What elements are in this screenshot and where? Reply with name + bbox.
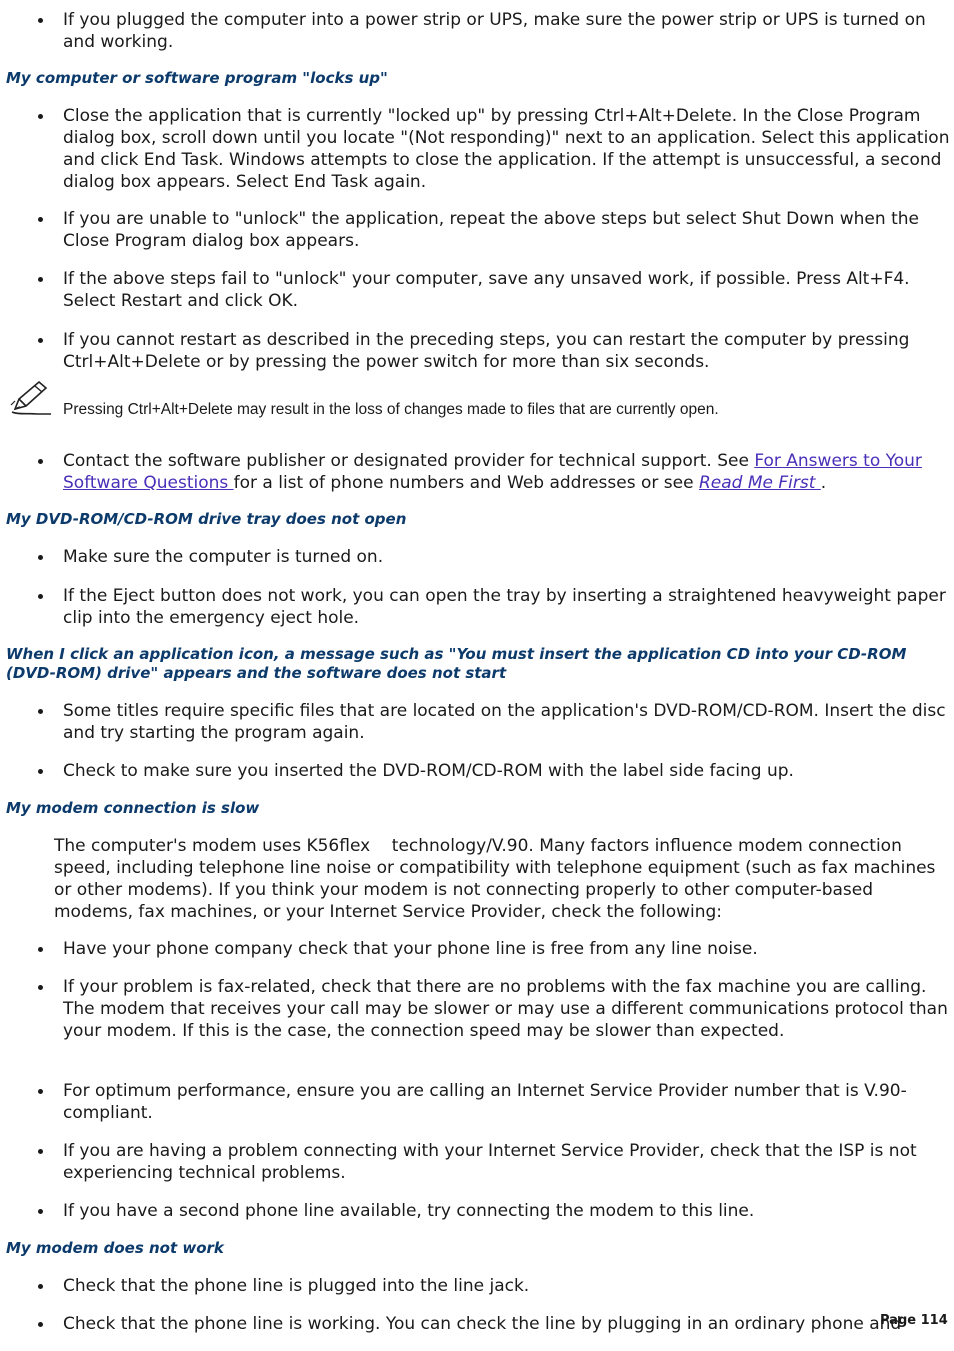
list-item: If you have a second phone line available, try connecting the modem to this line. <box>63 1200 951 1222</box>
contact-text-suffix: . <box>820 473 827 493</box>
contact-text-middle: for a list of phone numbers and Web addresses or see <box>233 473 699 493</box>
list-item: Some titles require specific files that are located on the application's DVD-ROM/CD-ROM. Insert the disc and try starting the program again. <box>63 700 951 744</box>
modem-intro-paragraph: The computer's modem uses K56flex technology/V.90. Many factors influence modem connection speed, including telephone line noise or compatibility with telephone equipment (such as fax machines or other modems). If you think your modem is not connecting properly to other computer-based modems, fax machines, or your Internet Service Provider, check the following: <box>54 836 941 922</box>
list-item: If your problem is fax-related, check that there are no problems with the fax machine you are calling. The modem that receives your call may be slower or may use a different communications protocol than your modem. If this is the case, the connection speed may be slower than expected. <box>63 976 951 1042</box>
list-item: If you cannot restart as described in the preceding steps, you can restart the computer by pressing Ctrl+Alt+Delete or by pressing the power switch for more than six seconds. <box>63 329 951 373</box>
note-pencil-icon <box>9 379 55 419</box>
note-text: Pressing Ctrl+Alt+Delete may result in the loss of changes made to files that are currently open. <box>63 401 719 418</box>
list-item: Close the application that is currently "locked up" by pressing Ctrl+Alt+Delete. In the Close Program dialog box, scroll down until you locate "(Not responding)" next to an application. Select this application and click End Task. Windows attempts to close the application. If the attempt is unsuccessful, a second dialog box appears. Select End Task again. <box>63 106 950 192</box>
list-item: For optimum performance, ensure you are calling an Internet Service Provider number that is V.90-compliant. <box>63 1080 951 1124</box>
list-item: If you are having a problem connecting with your Internet Service Provider, check that the ISP is not experiencing technical problems. <box>63 1140 951 1184</box>
section-heading-modem-not-work: My modem does not work <box>6 1239 224 1257</box>
section-heading-dvd-tray: My DVD-ROM/CD-ROM drive tray does not open <box>6 510 407 528</box>
list-item: Check that the phone line is plugged into the line jack. <box>63 1275 951 1297</box>
section-heading-app-icon: When I click an application icon, a message such as "You must insert the application CD into your CD-ROM (DVD-ROM) drive" appears and the software does not start <box>6 645 907 682</box>
list-item: Check to make sure you inserted the DVD-ROM/CD-ROM with the label side facing up. <box>63 760 951 782</box>
list-item: If you are unable to "unlock" the application, repeat the above steps but select Shut Down when the Close Program dialog box appears. <box>63 208 951 252</box>
list-item: Have your phone company check that your phone line is free from any line noise. <box>63 938 951 960</box>
list-item: If the above steps fail to "unlock" your computer, save any unsaved work, if possible. Press Alt+F4. Select Restart and click OK. <box>63 268 951 312</box>
list-item <box>63 450 951 494</box>
list-item: Make sure the computer is turned on. <box>63 546 951 568</box>
list-item: Check that the phone line is working. You can check the line by plugging in an ordinary phone and <box>63 1314 902 1334</box>
list-item: If the Eject button does not work, you can open the tray by inserting a straightened heavyweight paper clip into the emergency eject hole. <box>63 585 951 629</box>
list-item: If you plugged the computer into a power strip or UPS, make sure the power strip or UPS is turned on and working. <box>63 9 951 53</box>
section-heading-locks-up: My computer or software program "locks up" <box>6 69 388 87</box>
section-heading-modem-slow: My modem connection is slow <box>6 799 260 817</box>
page-number: Page 114 <box>880 1313 948 1328</box>
link-read-me-first[interactable]: Read Me First <box>698 473 821 493</box>
link-software-questions[interactable]: For Answers to Your Software Questions <box>63 451 922 493</box>
contact-text-prefix: Contact the software publisher or designated provider for technical support. See <box>63 451 755 471</box>
